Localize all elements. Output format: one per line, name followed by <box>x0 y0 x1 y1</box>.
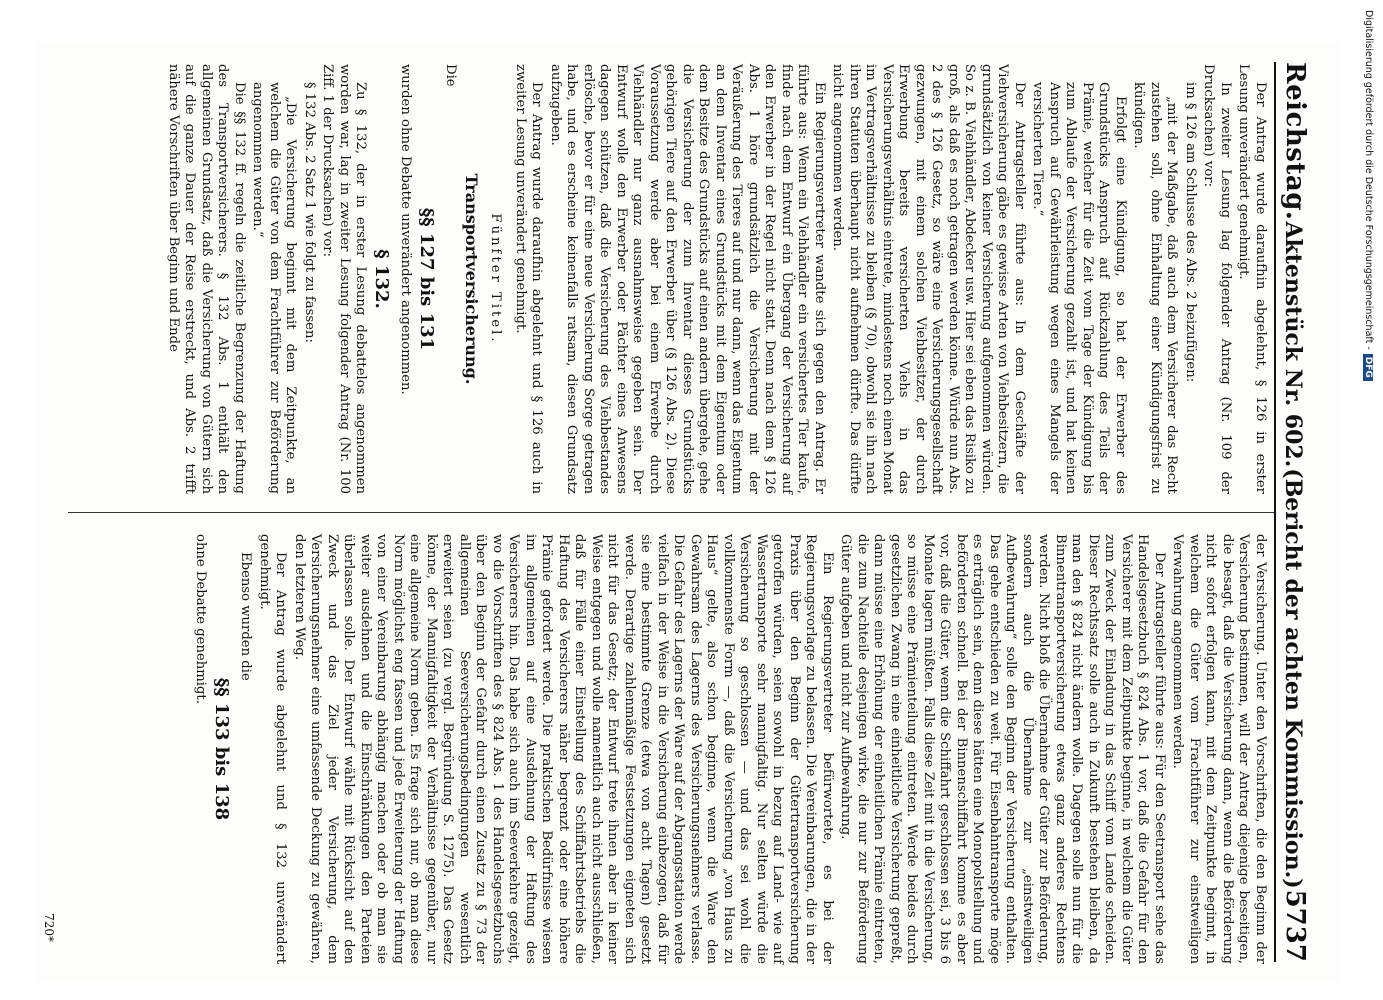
page-header <box>1274 62 1320 962</box>
paragraph: Die §§ 132 ff. regeln die zeitliche Begrenzung der Haftung des Transportversicherers. § 132 Abs. 1 enthält den allgemeinen Grundsatz, daß die Versicherung von Gütern sich auf die ganze Dauer der Reise erstreckt, und Abs. 2 trifft nähere Vorschriften über Beginn und Ende <box>166 64 247 494</box>
title-heading: Fünfter Titel. <box>488 213 504 345</box>
right-column <box>190 534 1268 964</box>
paragraph: Der Antragsteller führte aus: Für den Seetransport sehe das Handelsgesetzbuch § 824 Abs. 1 vor, daß die Gefahr für den Versicherer mit dem Zeitpunkte beginne, in welchem die Güter zum Zweck der Einladung in das Schiff vom Lande scheiden. Dieser Rechtssatz solle auch in Zukunft bestehen bleiben, da man den § 824 nicht ändern wolle. Dagegen solle nun für die Binnentransportversicherung etwas ganz anderes Rechtens werden. Nicht bloß die Übernahme der Güter zur Beförderung, sondern auch die Übernahme zur „einstweiligen Aufbewahrung“ solle den Beginn der Versicherung enthalten. Das gehe entschieden zu weit. Für Eisenbahntransporte möge es erträglich sein, denn diese hätten eine Monopolstellung und beförderten schnell. Bei der Binnenschiffahrt komme es aber vor, daß die Güter, wenn die Schiffahrt geschlossen sei, 3 bis 6 Monate lagern müßten. Falls diese Zeit mit in die Versicherung, so müsse eine Prämienteilung eintreten. Werde beides durch gesetzlichen Zwang in eine einheitliche Versicherung gepreßt, dann müsse eine Erhöhung der einheitlichen Prämie eintreten, die zum Nachteile desjenigen wirke, die nur zur Beförderung Güter aufgeben und nicht zur Aufbewahrung. <box>838 534 1167 964</box>
page-number: 5737 <box>1280 889 1310 962</box>
header-middle: Aktenstück Nr. 602. <box>1280 221 1306 468</box>
footer-signature: 720* <box>42 913 56 942</box>
section-heading: §§ 127 bis 131 <box>416 207 437 351</box>
paragraph: Ein Regierungsvertreter wandte sich gegen den Antrag. Er führte aus: Wenn ein Viehhändler ein versichertes Tier kaufe, finde nach dem Entwurf ein Übergang der Versicherung auf den Erwerber in der Regel nicht statt. Denn nach dem § 126 Abs. 1 höre grundsätzlich die Versicherung mit der Veräußerung des Tieres auf und nur dann, wenn das Eigentum an dem Inventar eines Grundstücks mit dem Eigentum oder dem Besitze des Grundstücks auf einen andern übergehe, gehe die Versicherung der zum Inventar dieses Grundstücks gehörigen Tiere auf den Erwerber über (§ 126 Abs. 2). Diese Voraussetzung werde aber bei einem Erwerbe durch Viehhändler nur ganz ausnahmsweise gegeben sein. Der Entwurf wolle den Erwerber oder Pächter eines Anwesens dagegen schützen, daß die Versicherung des Viehbestandes erlösche, bevor er für eine neue Versicherung Sorge getragen habe, und es erscheine keinenfalls ratsam, diesen Grundsatz aufzugeben. <box>548 64 827 494</box>
title-heading: Transportversicherung. <box>462 173 481 385</box>
paragraph: Zu § 132, der in erster Lesung debattelos angenommen worden war, lag in zweiter Lesung folgender Antrag (Nr. 100 Ziff. 1 der Drucksachen) vor: <box>320 64 369 494</box>
quoted-text: „mit der Maßgabe, daß auch dem Versicherer das Recht zustehen soll, ohne Einhaltung einer Kündigungsfrist zu kündigen. <box>1131 82 1180 494</box>
paragraph: Der Antrag wurde daraufhin abgelehnt, § 126 in erster Lesung unverändert genehmigt. <box>1236 64 1268 494</box>
paragraph: Ebenso wurden die <box>238 552 254 681</box>
document-page <box>38 42 1338 982</box>
paragraph: § 132 Abs. 2 Satz 1 wie folgt zu fassen: <box>302 82 317 343</box>
paragraph: ohne Debatte genehmigt. <box>193 534 209 704</box>
paragraph: Der Antrag wurde abgelehnt und § 132 unverändert genehmigt. <box>257 534 289 964</box>
column-divider <box>68 512 1274 513</box>
paragraph: Der Antragsteller führte aus: In dem Geschäfte der Viehversicherung gäbe es gewisse Arten von Viehbesitzern, die grundsätzlich von keiner Versicherung aufgenommen würden. So z. B. Viehhändler, Abdecker usw. Hier sei eben das Risiko zu groß, als daß es noch getragen werden könne. Würde nun Abs. 2 des § 126 Gesetz, so wäre eine Versicherungsgesellschaft gezwungen, mit einem solchen Viehbesitzer, der durch Erwerbung bereits versicherten Viehs in das Versicherungsverhältnis eintrete, mindestens noch einen Monat im Vertragsverhältnisse zu bleiben (§ 70), obwohl sie ihn nach ihren Statuten überhaupt nicht aufnehmen dürfte. Das dürfte nicht angenommen werden. <box>830 64 1027 494</box>
quoted-text: Erfolgt eine Kündigung, so hat der Erwerber des Grundstücks Anspruch auf Rückzahlung des Teils der Prämie, welcher für die Zeit vom Tage der Kündigung bis zum Ablaufe der Versicherung gezahlt ist, und hat keinen Anspruch auf Gewährleistung wegen eines Mangels der versicherten Tiere.“ <box>1030 82 1128 494</box>
credit-text: Digitalisierung gefördert durch die Deutsche Forschungsgemeinschaft - <box>1363 10 1374 350</box>
paragraph: im § 126 am Schlusse des Abs. 2 beizufügen: <box>1183 82 1198 383</box>
paragraph: wurden ohne Debatte unverändert angenommen. <box>398 64 414 395</box>
paragraph: der Versicherung. Unter den Vorschriften, die den Beginm der Versicherung bestimmen, will der Antrag diejenige beseitigen, die besagt, daß die Versicherung dann, wenn die Beförderung nicht sofort erfolgen kann, mit dem Zeitpunkte beginnt, in welchem die Güter vom Frachtführer zur einstweiligen Verwahrung angenommen werden. <box>1170 534 1268 964</box>
paragraph: Der Antrag wurde daraufhin abgelehnt und § 126 auch in zweiter Lesung unverändert genehmigt. <box>513 64 545 494</box>
left-column <box>163 64 1269 494</box>
quoted-text: „Die Versicherung beginnt mit dem Zeitpunkte, an welchem die Güter von dem Frachtführer zur Beförderung angenommen werden.“ <box>250 82 299 494</box>
paragraph: In zweiter Lesung lag folgender Antrag (Nr. 109 der Drucksachen) vor: <box>1201 64 1233 494</box>
header-right: (Bericht der achten Kommission.) <box>1280 468 1306 889</box>
dfg-logo: DFG <box>1363 354 1373 381</box>
digitization-credit <box>1362 10 1376 990</box>
section-heading: §§ 133 bis 138 <box>211 677 232 821</box>
paragraph: Ein Regierungsvertreter befürwortete, es bei der Regierungsvorlage zu belassen. Die Vereinbarungen, die in der Praxis über den Beginn der Gütertransportversicherung getroffen würden, seien sowohl in bezug auf Land- wie auf Wassertransporte sehr mannigfaltig. Nur selten würde die Versicherung so geschlossen — und das sei wohl die vollkommenste Form —, daß die Versicherung „von Haus zu Haus“ gelte, also schon beginne, wenn die Ware den Gewahrsam des Lagerns des Versicherungsnehmers verlasse. Die Gefahr des Lagerns der Ware auf der Abgangsstation werde vielfach in der Weise in die Versicherung einbezogen, daß für sie eine bestimmte Grenze (etwa von acht Tagen) gesetzt werde. Derartige zahlenmäßige Festsetzungen eigneten sich nicht für das Gesetz; der Entwurf trete ihnen aber in keiner Weise entgegen und wolle namentlich auch nicht ausschließen, daß für Fälle einer Einstellung des Schiffahrtsbetriebs die Haftung des Versicherers näher begrenzt oder eine höhere Prämie gefordert werde. Die praktischen Bedürfnisse wiesen im allgemeinen auf eine Ausdehnung der Haftung des Versicherers hin. Das habe sich auch im Seeverkehre gezeigt, wo die Vorschriften des § 824 Abs. 1 des Handelsgesetzbuchs über den Beginn der Gefahr durch einen Zusatz zu § 73 der allgemeinen Seeversicherungsbedingungen wesentlich erweitert seien (zu vergl. Begründung S. 1275). Das Gesetz könne, der Mannigfaltigkeit der Verhältnisse gegenüber, nur eine allgemeine Norm geben. Es frage sich nur, ob man diese Norm möglichst eng fassen und jede Erweiterung der Haftung von einer Vereinbarung abhängig machen oder ob man sie weiter ausdehnen und die Einschränkungen den Parteien überlassen solle. Der Entwurf wähle mit Rücksicht auf den Zweck und das Ziel jeder Versicherung, dem Versicherungsnehmer eine umfassende Deckung zu gewähren, den letzteren Weg. <box>292 534 835 964</box>
paragraph: Die <box>443 64 459 87</box>
header-left: Reichstag. <box>1280 62 1310 221</box>
section-heading: § 132. <box>371 249 392 309</box>
